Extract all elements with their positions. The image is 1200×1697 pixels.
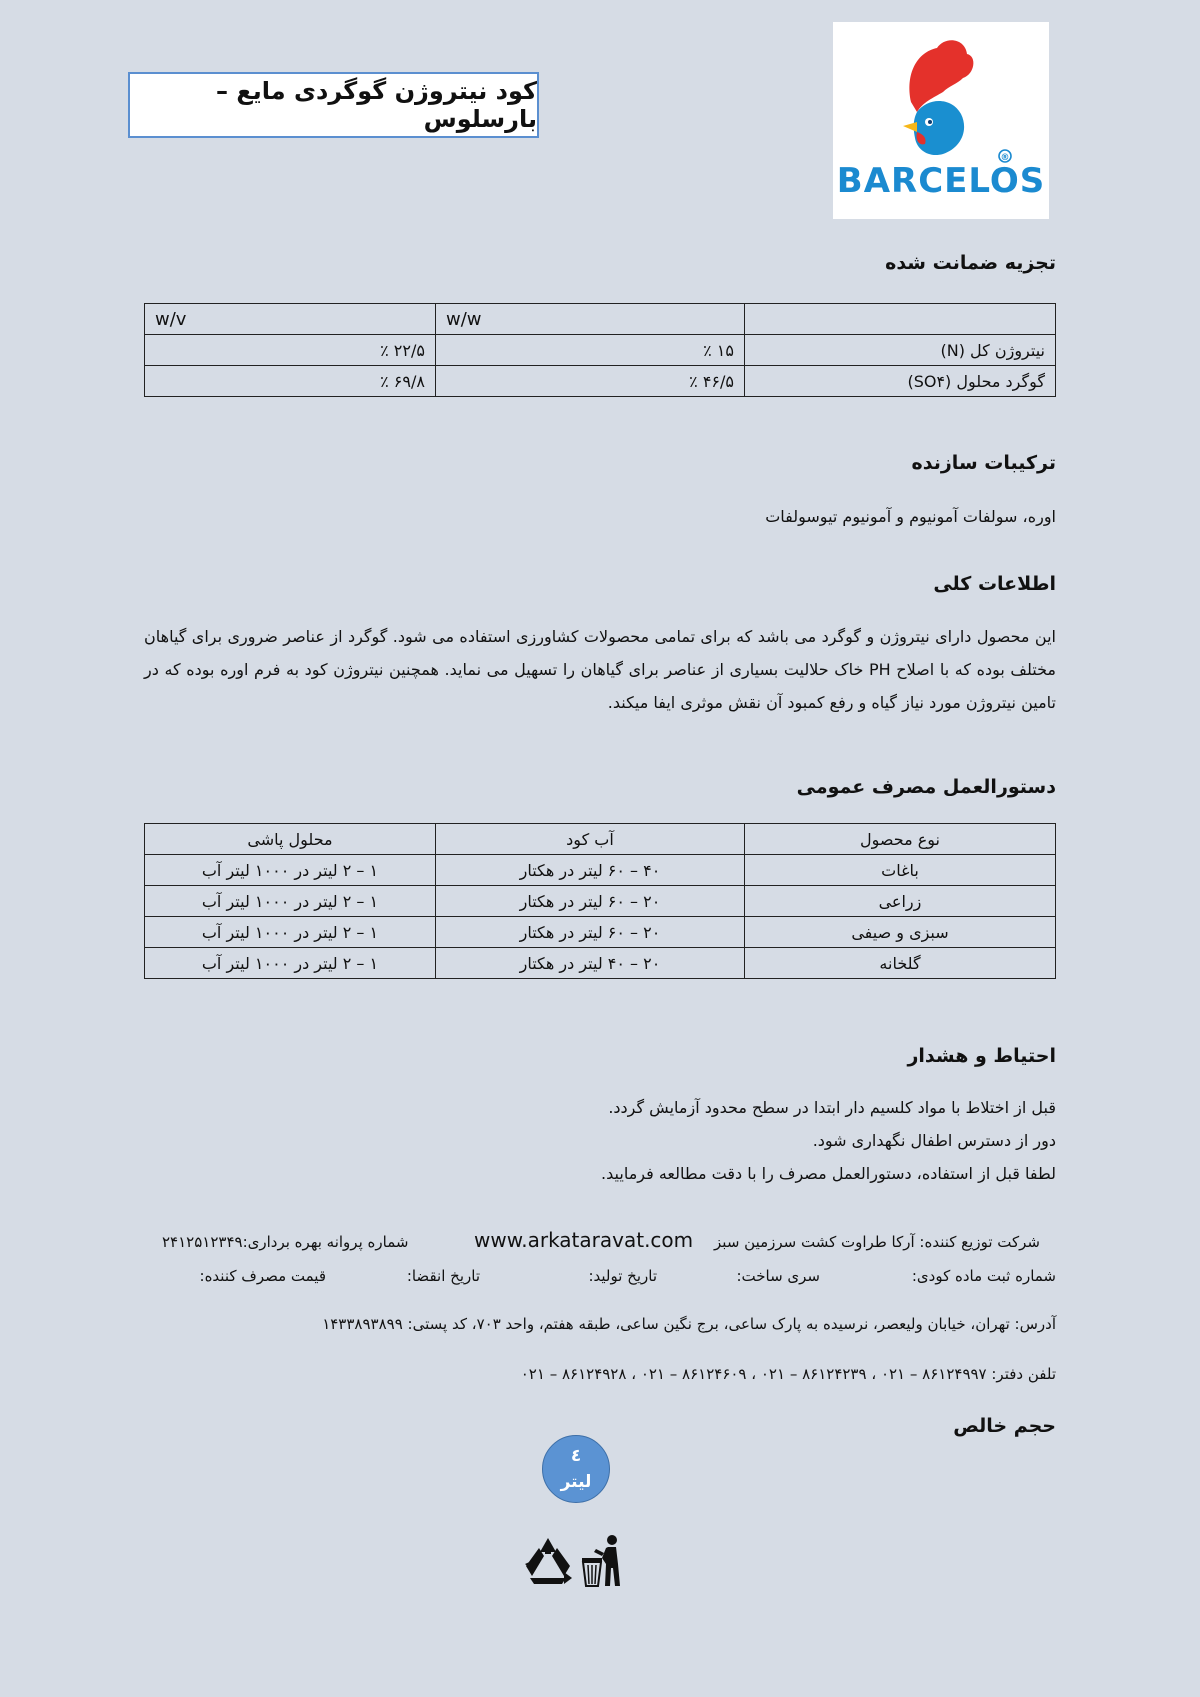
table-row xyxy=(145,886,1056,917)
table-row xyxy=(145,304,1056,335)
distributor: شرکت توزیع کننده: آرکا طراوت کشت سرزمین سبز xyxy=(714,1233,1040,1251)
license-number: شماره پروانه بهره برداری:۲۴۱۲۵۱۲۳۴۹ xyxy=(162,1233,409,1251)
batch-number: سری ساخت: xyxy=(736,1267,820,1285)
caution-line: قبل از اختلاط با مواد کلسیم دار ابتدا در سطح محدود آزمایش گردد. xyxy=(608,1098,1056,1117)
general-info-text: این محصول دارای نیتروژن و گوگرد می باشد که برای تمامی محصولات کشاورزی استفاده می شود. گوگرد از عناصر ضروری برای گیاهان مختلف بوده که با اصلاح PH خاک حلالیت بسیاری از عناصر برای گیاهان را تسهیل می نماید. همچنین نیتروژن کود به فرم اوره بوده که در تامین نیتروژن مورد نیاز گیاه و رفع کمبود آن نقش موثری ایفا میکند. xyxy=(144,627,1057,712)
table-row xyxy=(145,948,1056,979)
analysis-label: گوگرد محلول (SO۴) xyxy=(744,366,1055,397)
header-ww: w/w xyxy=(435,304,744,335)
usage-heading: دستورالعمل مصرف عمومی xyxy=(796,776,1056,798)
crop-type: سبزی و صیفی xyxy=(744,917,1055,948)
brand-name: BARCELOS xyxy=(836,161,1046,201)
crop-type: باغات xyxy=(744,855,1055,886)
registration-number: شماره ثبت ماده کودی: xyxy=(911,1267,1056,1285)
crop-type: زراعی xyxy=(744,886,1055,917)
header-wv: w/v xyxy=(145,304,436,335)
trash-disposal-icon xyxy=(580,1534,624,1588)
barcelos-logo xyxy=(833,22,1049,219)
column-header: نوع محصول xyxy=(744,824,1055,855)
analysis-ww: ۴۶/۵ ٪ xyxy=(435,366,744,397)
composition-heading: ترکیبات سازنده xyxy=(911,452,1056,474)
general-info-heading: اطلاعات کلی xyxy=(933,573,1056,595)
fertigation-rate: ۴۰ – ۶۰ لیتر در هکتار xyxy=(435,855,744,886)
guaranteed-analysis-table xyxy=(144,303,1056,397)
column-header: آب کود xyxy=(435,824,744,855)
rooster-logo-graphic xyxy=(833,22,1049,219)
caution-line: دور از دسترس اطفال نگهداری شود. xyxy=(812,1131,1056,1150)
production-date: تاریخ تولید: xyxy=(588,1267,657,1285)
column-header: محلول پاشی xyxy=(145,824,436,855)
analysis-ww: ۱۵ ٪ xyxy=(435,335,744,366)
caution-heading: احتیاط و هشدار xyxy=(907,1045,1056,1067)
fertigation-rate: ۲۰ – ۶۰ لیتر در هکتار xyxy=(435,886,744,917)
composition-text: اوره، سولفات آمونیوم و آمونیوم تیوسولفات xyxy=(765,507,1056,526)
net-volume-heading: حجم خالص xyxy=(953,1415,1056,1437)
analysis-wv: ۶۹/۸ ٪ xyxy=(145,366,436,397)
expiry-date: تاریخ انقضا: xyxy=(406,1267,480,1285)
caution-line: لطفا قبل از استفاده، دستورالعمل مصرف را با دقت مطالعه فرمایید. xyxy=(601,1164,1056,1183)
crop-type: گلخانه xyxy=(744,948,1055,979)
usage-table xyxy=(144,823,1056,979)
svg-text:®: ® xyxy=(1000,153,1010,163)
recycle-icon xyxy=(522,1534,574,1586)
fertigation-rate: ۲۰ – ۴۰ لیتر در هکتار xyxy=(435,948,744,979)
foliar-rate: ۱ – ۲ لیتر در ۱۰۰۰ لیتر آب xyxy=(145,948,436,979)
analysis-wv: ۲۲/۵ ٪ xyxy=(145,335,436,366)
website-link[interactable]: www.arkataravat.com xyxy=(474,1228,694,1252)
net-volume-value: ٤ xyxy=(570,1446,582,1466)
page-title: کود نیتروژن گوگردی مایع – بارسلوس xyxy=(128,72,539,138)
foliar-rate: ۱ – ۲ لیتر در ۱۰۰۰ لیتر آب xyxy=(145,886,436,917)
foliar-rate: ۱ – ۲ لیتر در ۱۰۰۰ لیتر آب xyxy=(145,855,436,886)
foliar-rate: ۱ – ۲ لیتر در ۱۰۰۰ لیتر آب xyxy=(145,917,436,948)
guaranteed-analysis-heading: تجزیه ضمانت شده xyxy=(885,252,1056,274)
table-row xyxy=(145,366,1056,397)
net-volume-badge xyxy=(542,1435,610,1503)
table-row xyxy=(145,335,1056,366)
fertigation-rate: ۲۰ – ۶۰ لیتر در هکتار xyxy=(435,917,744,948)
table-header-row xyxy=(145,824,1056,855)
table-row xyxy=(145,855,1056,886)
office-phone: تلفن دفتر: ۸۶۱۲۴۹۹۷ – ۰۲۱ ، ۸۶۱۲۴۲۳۹ – ۰۲۱ ، ۸۶۱۲۴۶۰۹ – ۰۲۱ ، ۸۶۱۲۴۹۲۸ – ۰۲۱ xyxy=(520,1365,1056,1383)
table-row xyxy=(145,917,1056,948)
consumer-price: قیمت مصرف کننده: xyxy=(199,1267,326,1285)
net-volume-unit: لیتر xyxy=(560,1472,592,1492)
address: آدرس: تهران، خیابان ولیعصر، نرسیده به پارک ساعی، برج نگین ساعی، طبقه هفتم، واحد ۷۰۳، کد پستی: ۱۴۳۳۸۹۳۸۹۹ xyxy=(322,1315,1056,1333)
analysis-label: نیتروژن کل (N) xyxy=(744,335,1055,366)
